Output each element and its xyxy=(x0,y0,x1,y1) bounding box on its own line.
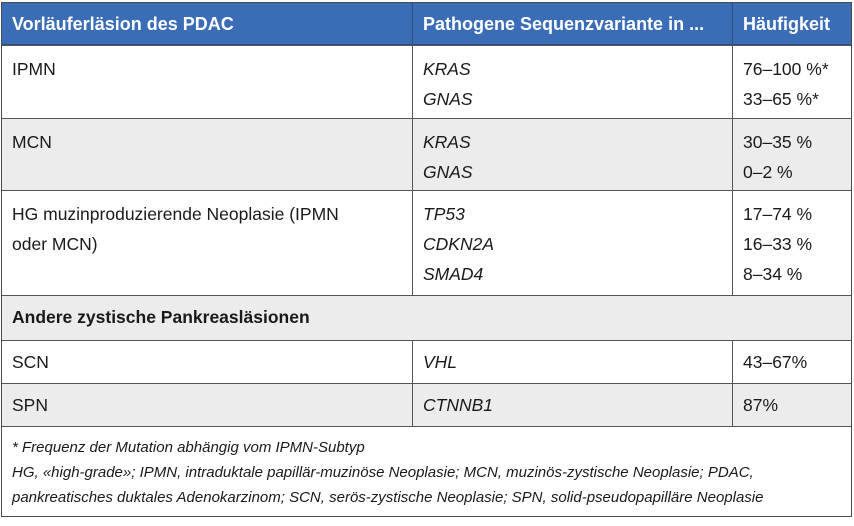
frequency-value: 30–35 % xyxy=(743,132,813,152)
frequency-cell: 43–67% xyxy=(743,352,808,372)
header-frequency: Häufigkeit xyxy=(743,14,831,34)
table-row-hg-mucinous xyxy=(2,190,851,295)
footnote-block xyxy=(2,427,774,516)
table-footnotes xyxy=(2,426,851,516)
table-header-row xyxy=(2,3,851,45)
header-pathogenic-variant: Pathogene Sequenzvariante in ... xyxy=(413,3,733,44)
gene-cell: VHL xyxy=(413,341,733,383)
gene-name: CDKN2A xyxy=(423,234,494,254)
lesion-cell xyxy=(2,191,413,295)
footnote-abbreviations: HG, «high-grade»; IPMN, intraduktale papillär-muzinöse Neoplasie; MCN, muzinös-zystische Neoplasie; PDAC, xyxy=(12,464,754,481)
frequency-value: 76–100 %* xyxy=(743,59,829,79)
gene-name: GNAS xyxy=(423,89,473,109)
frequency-value: 0–2 % xyxy=(743,162,793,182)
lesion-line: HG muzinproduzierende Neoplasie (IPMN xyxy=(12,204,339,224)
footnote-asterisk: * Frequenz der Mutation abhängig vom IPMN-Subtyp xyxy=(12,439,365,456)
frequency-cell: 87% xyxy=(743,395,779,415)
frequency-value: 16–33 % xyxy=(743,234,813,254)
frequency-cell xyxy=(733,191,851,295)
lesion-cell: MCN xyxy=(2,119,413,190)
table-row-mcn xyxy=(2,118,851,190)
section-row-other-cystic xyxy=(2,295,851,340)
gene-name: GNAS xyxy=(423,162,473,182)
mutation-frequency-table xyxy=(1,2,852,517)
table-row-scn xyxy=(2,340,851,383)
header-precursor-lesion: Vorläuferläsion des PDAC xyxy=(2,3,413,44)
gene-cell: CTNNB1 xyxy=(413,384,733,426)
gene-name: TP53 xyxy=(423,204,465,224)
gene-cell xyxy=(413,119,733,190)
section-title: Andere zystische Pankreasläsionen xyxy=(12,307,310,327)
lesion-cell: SCN xyxy=(2,341,413,383)
frequency-cell xyxy=(733,119,851,190)
frequency-value: 33–65 %* xyxy=(743,89,819,109)
gene-cell xyxy=(413,46,733,118)
table-row-ipmn xyxy=(2,45,851,118)
gene-name: SMAD4 xyxy=(423,264,484,284)
gene-name: KRAS xyxy=(423,132,471,152)
table-row-spn xyxy=(2,383,851,426)
lesion-line: oder MCN) xyxy=(12,234,98,254)
gene-name: KRAS xyxy=(423,59,471,79)
frequency-value: 8–34 % xyxy=(743,264,803,284)
gene-cell xyxy=(413,191,733,295)
lesion-cell: IPMN xyxy=(2,46,413,118)
frequency-cell xyxy=(733,46,851,118)
footnote-abbreviations-cont: pankreatisches duktales Adenokarzinom; SCN, serös-zystische Neoplasie; SPN, solid-pseudopapilläre Neoplasie xyxy=(12,489,764,506)
lesion-cell: SPN xyxy=(2,384,413,426)
frequency-value: 17–74 % xyxy=(743,204,813,224)
